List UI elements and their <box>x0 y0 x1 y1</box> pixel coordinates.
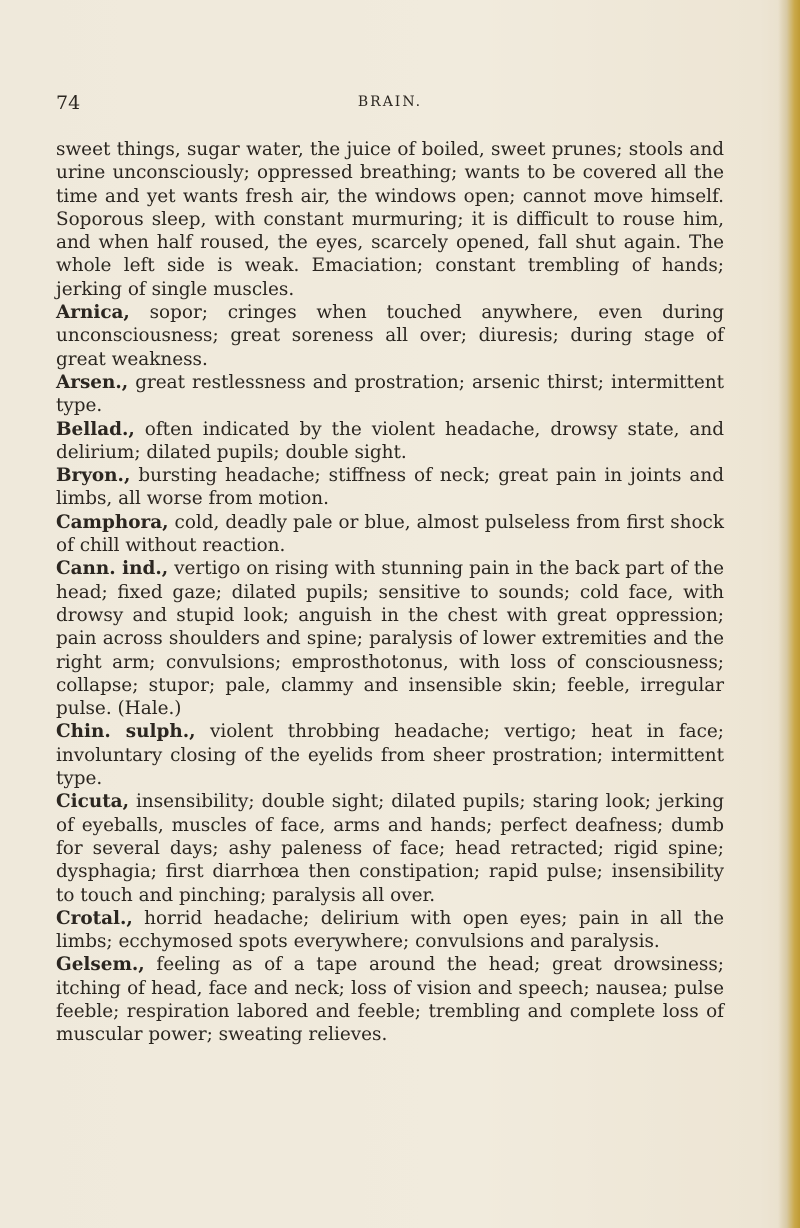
remedy-name: Arsen., <box>56 371 129 393</box>
page-number: 74 <box>56 92 81 114</box>
page-header <box>56 92 724 116</box>
remedy-entry-cann-ind <box>56 557 724 720</box>
remedy-text: violent throbbing headache; vertigo; heat in face; involuntary closing of the eyelids from sheer prostration; intermittent type. <box>56 721 724 790</box>
running-head: BRAIN. <box>357 94 423 110</box>
remedy-entry-bellad <box>56 418 724 465</box>
remedy-entry-crotal <box>56 907 724 954</box>
remedy-name: Cicuta, <box>56 791 130 813</box>
paragraph-continuation <box>56 138 724 301</box>
remedy-text: vertigo on rising with stunning pain in the back part of the head; fixed gaze; dilated pupils; sensitive to sounds; cold face, with drowsy and stupid look; anguish in the chest with great oppression; pain across shoulders and spine; paralysis of lower extremities and the right arm; convulsions; emprosthotonus, with loss of consciousness; collapse; stupor; pale, clammy and insensible skin; feeble, irregular pulse. (Hale.) <box>56 558 725 720</box>
remedy-entry-arsen <box>56 371 724 418</box>
remedy-entry-chin-sulph <box>56 720 724 790</box>
remedy-text: horrid headache; delirium with open eyes; pain in all the limbs; ecchymosed spots everywhere; convulsions and paralysis. <box>56 907 724 953</box>
remedy-text: feeling as of a tape around the head; great drowsiness; itching of head, face and neck; loss of vision and speech; nausea; pulse feeble; respiration labored and feeble; trembling and complete loss of muscular power; sweating relieves. <box>56 954 724 1046</box>
paragraph-text: sweet things, sugar water, the juice of boiled, sweet prunes; stools and urine unconsciously; oppressed breathing; wants to be covered all the time and yet wants fresh air, the windows open; cannot move himself. Soporous sleep, with constant murmuring; it is difficult to rouse him, and when half roused, the eyes, scarcely opened, fall shut again. The whole left side is weak. Emaciation; constant trembling of hands; jerking of single muscles. <box>56 139 724 300</box>
remedy-text: cold, deadly pale or blue, almost pulseless from first shock of chill without reaction. <box>56 511 724 557</box>
remedy-entry-gelsem <box>56 953 724 1046</box>
remedy-name: Chin. sulph., <box>56 721 196 743</box>
remedy-text: sopor; cringes when touched anywhere, even during unconsciousness; great soreness all over; diuresis; during stage of great weakness. <box>56 302 724 370</box>
remedy-text: insensibility; double sight; dilated pupils; staring look; jerking of eyeballs, muscles of face, arms and hands; perfect deafness; dumb for several days; ashy paleness of face; head retracted; rigid spine; dysphagia; first diarrhœa then constipation; rapid pulse; insensibility to touch and pinching; paralysis all over. <box>56 791 724 906</box>
remedy-text: often indicated by the violent headache, drowsy state, and delirium; dilated pupils; double sight. <box>56 418 724 463</box>
remedy-entry-cicuta <box>56 790 724 906</box>
remedy-text: bursting headache; stiffness of neck; great pain in joints and limbs, all worse from motion. <box>56 465 724 510</box>
remedy-name: Arnica, <box>56 302 130 324</box>
remedy-entry-bryon <box>56 464 724 511</box>
remedy-name: Cann. ind., <box>56 558 169 580</box>
remedy-name: Camphora, <box>56 511 169 533</box>
remedy-name: Crotal., <box>56 907 133 929</box>
page-edge <box>778 0 800 1228</box>
remedy-entry-camphora <box>56 511 724 558</box>
remedy-text: great restlessness and prostration; arsenic thirst; intermittent type. <box>56 371 724 417</box>
remedy-name: Bryon., <box>56 465 131 487</box>
remedy-name: Gelsem., <box>56 954 145 976</box>
remedy-name: Bellad., <box>56 418 135 440</box>
page-body <box>56 138 724 1047</box>
remedy-entry-arnica <box>56 301 724 371</box>
